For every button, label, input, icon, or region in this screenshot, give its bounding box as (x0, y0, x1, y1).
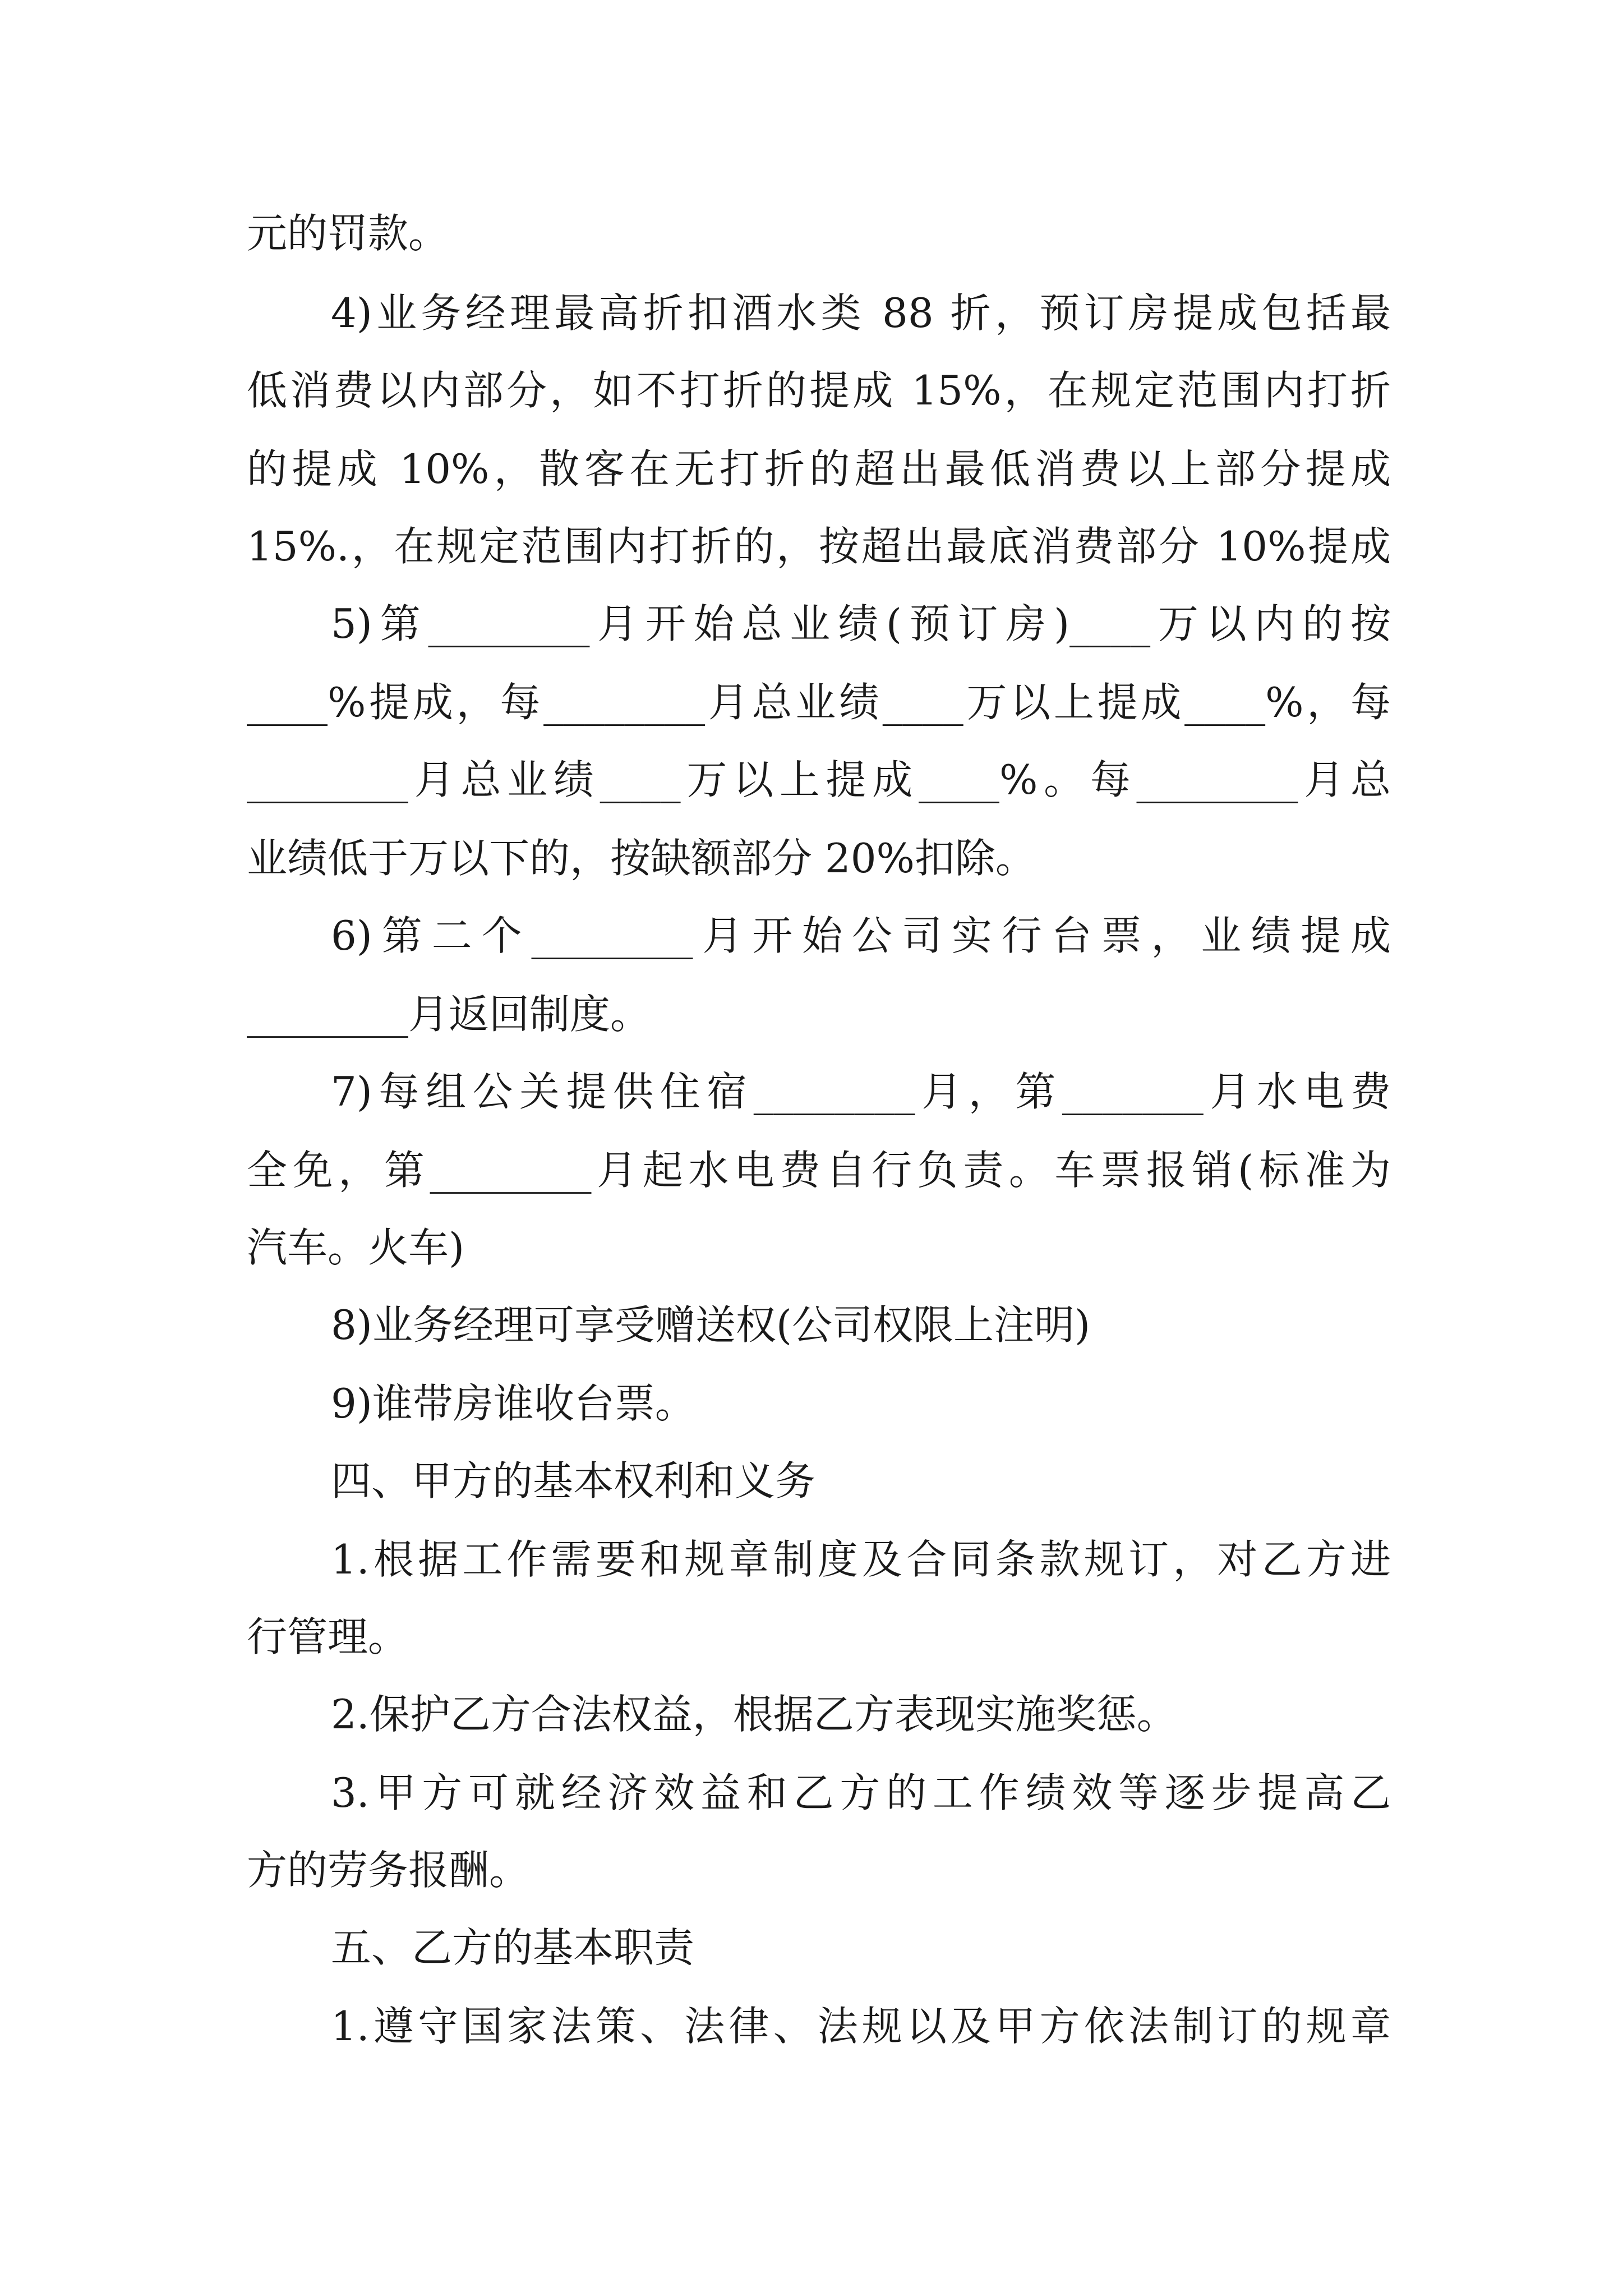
text-line: 5)第________月开始总业绩(预订房)____万以内的按 (331, 604, 1391, 647)
text-line: 4)业务经理最高折扣酒水类 88 折，预订房提成包括最 (331, 293, 1391, 337)
text-line: 全免，第________月起水电费自行负责。车票报销(标准为 (247, 1150, 1391, 1194)
text-line: 低消费以内部分，如不打折的提成 15%，在规定范围内打折 (247, 370, 1391, 414)
text-line: 15%.，在规定范围内打折的，按超出最底消费部分 10%提成 (247, 526, 1391, 570)
text-line: 8)业务经理可享受赠送权(公司权限上注明) (331, 1305, 1091, 1349)
text-line: 9)谁带房谁收台票。 (331, 1383, 695, 1427)
text-line: 1.遵守国家法策、法律、法规以及甲方依法制订的规章 (331, 2006, 1391, 2050)
text-line: 3.甲方可就经济效益和乙方的工作绩效等逐步提高乙 (331, 1773, 1391, 1816)
section-heading: 五、乙方的基本职责 (331, 1927, 695, 1971)
text-line: 6)第二个________月开始公司实行台票，业绩提成 (331, 915, 1391, 959)
section-heading: 四、甲方的基本权利和义务 (331, 1461, 816, 1504)
text-line: ________月返回制度。 (247, 994, 651, 1038)
text-line: 汽车。火车) (247, 1227, 465, 1271)
text-line: 2.保护乙方合法权益，根据乙方表现实施奖惩。 (331, 1694, 1177, 1738)
text-line: 7)每组公关提供住宿________月，第_______月水电费 (331, 1071, 1391, 1115)
text-line: 的提成 10%，散客在无打折的超出最低消费以上部分提成 (247, 449, 1391, 493)
text-line: 业绩低于万以下的，按缺额部分 20%扣除。 (247, 838, 1036, 882)
text-line: 方的劳务报酬。 (247, 1850, 530, 1894)
text-line: 1.根据工作需要和规章制度及合同条款规订，对乙方进 (331, 1539, 1391, 1583)
text-line: ________月总业绩____万以上提成____%。每________月总 (247, 760, 1391, 803)
text-line: 行管理。 (247, 1617, 409, 1660)
text-line: 元的罚款。 (247, 213, 449, 257)
text-line: ____%提成，每________月总业绩____万以上提成____%，每 (247, 682, 1391, 726)
